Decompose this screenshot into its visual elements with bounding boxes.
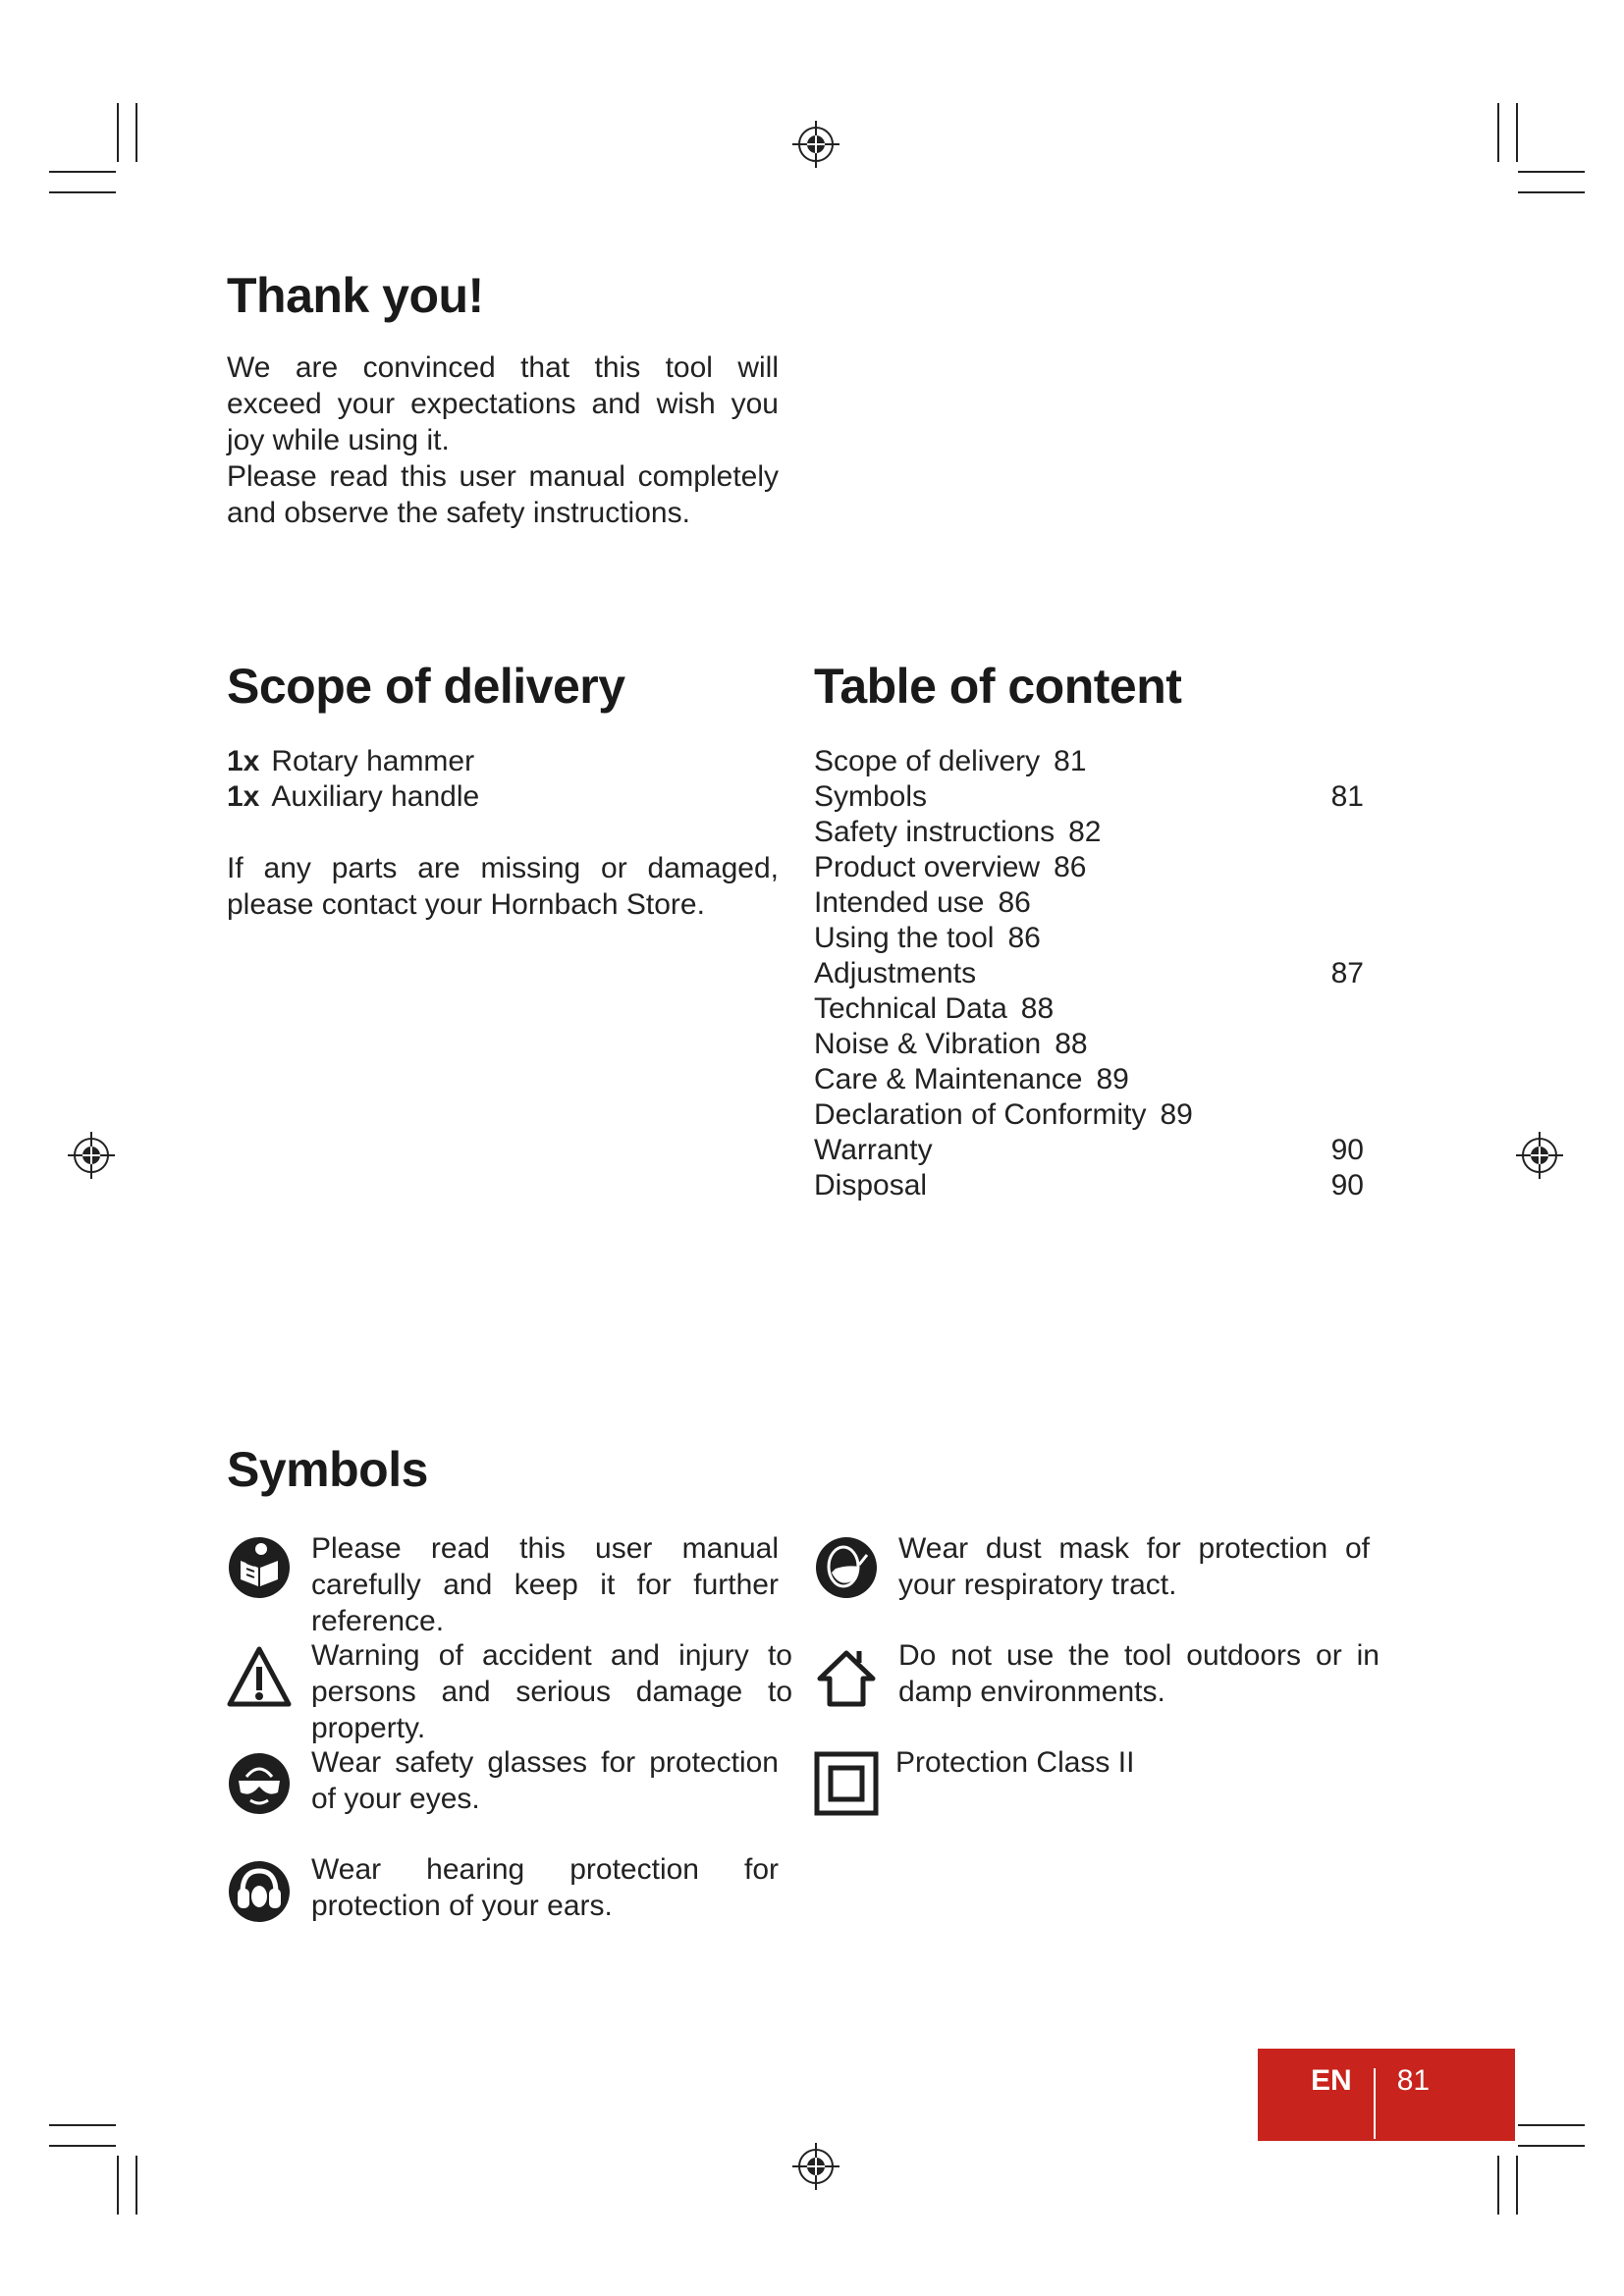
symbol-description: Protection Class II (895, 1746, 1135, 1779)
toc-entry[interactable] (814, 850, 1364, 885)
toc-entry-label: Intended use (814, 886, 985, 919)
symbol-description: Do not use the tool outdoors or in damp environments. (898, 1639, 1380, 1708)
toc-entry-page: 90 (1330, 1169, 1364, 1201)
delivery-item (227, 744, 779, 779)
delivery-quantity: 1x (227, 745, 260, 777)
toc-entry[interactable] (814, 1133, 1364, 1168)
symbol-item (227, 1645, 292, 1715)
toc-entry-page: 82 (1068, 816, 1102, 848)
scope-of-delivery-section (227, 658, 779, 923)
crop-mark-bottom-left (49, 2125, 136, 2215)
toc-entry-page: 81 (1054, 745, 1087, 777)
toc-entry[interactable] (814, 921, 1364, 956)
scope-title: Scope of delivery (227, 659, 625, 714)
toc-title: Table of content (814, 659, 1182, 714)
registration-mark-top (792, 121, 839, 168)
page-number: 81 (1396, 2064, 1431, 2097)
crop-mark-top-left (49, 103, 136, 192)
toc-entry-label: Safety instructions (814, 816, 1056, 848)
symbols-title: Symbols (227, 1442, 428, 1497)
toc-entry[interactable] (814, 956, 1364, 991)
hearing-protection-icon (227, 1859, 292, 1924)
symbol-description: Wear safety glasses for protection of your eyes. (311, 1746, 779, 1815)
symbol-description: Please read this user manual carefully and keep it for further reference. (311, 1532, 779, 1637)
protection-class-ii-icon (814, 1751, 879, 1816)
toc-entry-label: Product overview (814, 851, 1041, 883)
symbol-description: Wear dust mask for protection of your respiratory tract. (898, 1532, 1370, 1601)
crop-mark-top-right (1498, 103, 1585, 192)
toc-entry[interactable] (814, 1062, 1364, 1097)
thank-you-paragraph-1: We are convinced that this tool will exceed your expectations and wish you joy while using it. (227, 351, 779, 456)
symbol-item (814, 1645, 879, 1715)
toc-entry-label: Technical Data (814, 992, 1007, 1025)
toc-entry-label: Adjustments (814, 957, 977, 989)
thank-you-text (227, 349, 779, 531)
toc-list (814, 744, 1364, 1203)
toc-entry-page: 89 (1096, 1063, 1129, 1095)
symbol-item (814, 1535, 879, 1605)
toc-entry[interactable] (814, 1097, 1364, 1133)
warning-triangle-icon (227, 1645, 292, 1710)
toc-entry[interactable] (814, 991, 1364, 1027)
registration-mark-left (68, 1132, 115, 1179)
symbol-description: Wear hearing protection for protection of your ears. (311, 1853, 779, 1922)
toc-entry-page: 81 (1330, 780, 1364, 813)
delivery-list (227, 744, 779, 815)
symbol-item (227, 1751, 292, 1821)
thank-you-paragraph-2: Please read this user manual completely and observe the safety instructions. (227, 460, 779, 529)
delivery-item-name: Rotary hammer (271, 745, 475, 777)
registration-mark-bottom (792, 2143, 839, 2190)
toc-entry[interactable] (814, 885, 1364, 921)
read-manual-icon (227, 1535, 292, 1600)
thank-you-section (227, 267, 779, 531)
toc-entry-label: Using the tool (814, 922, 995, 954)
toc-entry-page: 88 (1055, 1028, 1088, 1060)
symbol-item (814, 1751, 879, 1821)
delivery-item (227, 779, 779, 815)
toc-entry-page: 87 (1330, 957, 1364, 989)
toc-entry-label: Care & Maintenance (814, 1063, 1083, 1095)
delivery-quantity: 1x (227, 780, 260, 813)
toc-entry[interactable] (814, 779, 1364, 815)
safety-glasses-icon (227, 1751, 292, 1816)
table-of-content-section (814, 658, 1364, 1203)
toc-entry-page: 88 (1020, 992, 1055, 1025)
dust-mask-icon (814, 1535, 879, 1600)
symbol-item (227, 1535, 292, 1605)
language-code: EN (1311, 2064, 1352, 2097)
toc-entry-page: 86 (1054, 851, 1087, 883)
toc-entry[interactable] (814, 744, 1364, 779)
delivery-item-name: Auxiliary handle (271, 780, 480, 813)
toc-entry[interactable] (814, 815, 1364, 850)
page-footer-tab (1258, 2049, 1515, 2141)
toc-entry-page: 89 (1160, 1098, 1193, 1131)
toc-entry-label: Warranty (814, 1134, 933, 1166)
toc-entry-label: Scope of delivery (814, 745, 1041, 777)
toc-entry-page: 86 (998, 886, 1031, 919)
toc-entry[interactable] (814, 1027, 1364, 1062)
toc-entry-label: Declaration of Conformity (814, 1098, 1147, 1131)
toc-entry[interactable] (814, 1168, 1364, 1203)
missing-parts-note: If any parts are missing or damaged, please contact your Hornbach Store. (227, 852, 779, 921)
toc-entry-label: Noise & Vibration (814, 1028, 1042, 1060)
symbol-item (227, 1859, 292, 1929)
toc-entry-label: Symbols (814, 780, 928, 813)
thank-you-title: Thank you! (227, 268, 484, 323)
footer-divider (1374, 2068, 1376, 2139)
toc-entry-label: Disposal (814, 1169, 928, 1201)
indoor-use-icon (814, 1645, 879, 1710)
registration-mark-right (1516, 1132, 1563, 1179)
toc-entry-page: 90 (1330, 1134, 1364, 1166)
symbol-description: Warning of accident and injury to persons and serious damage to property. (311, 1639, 792, 1744)
toc-entry-page: 86 (1007, 922, 1041, 954)
